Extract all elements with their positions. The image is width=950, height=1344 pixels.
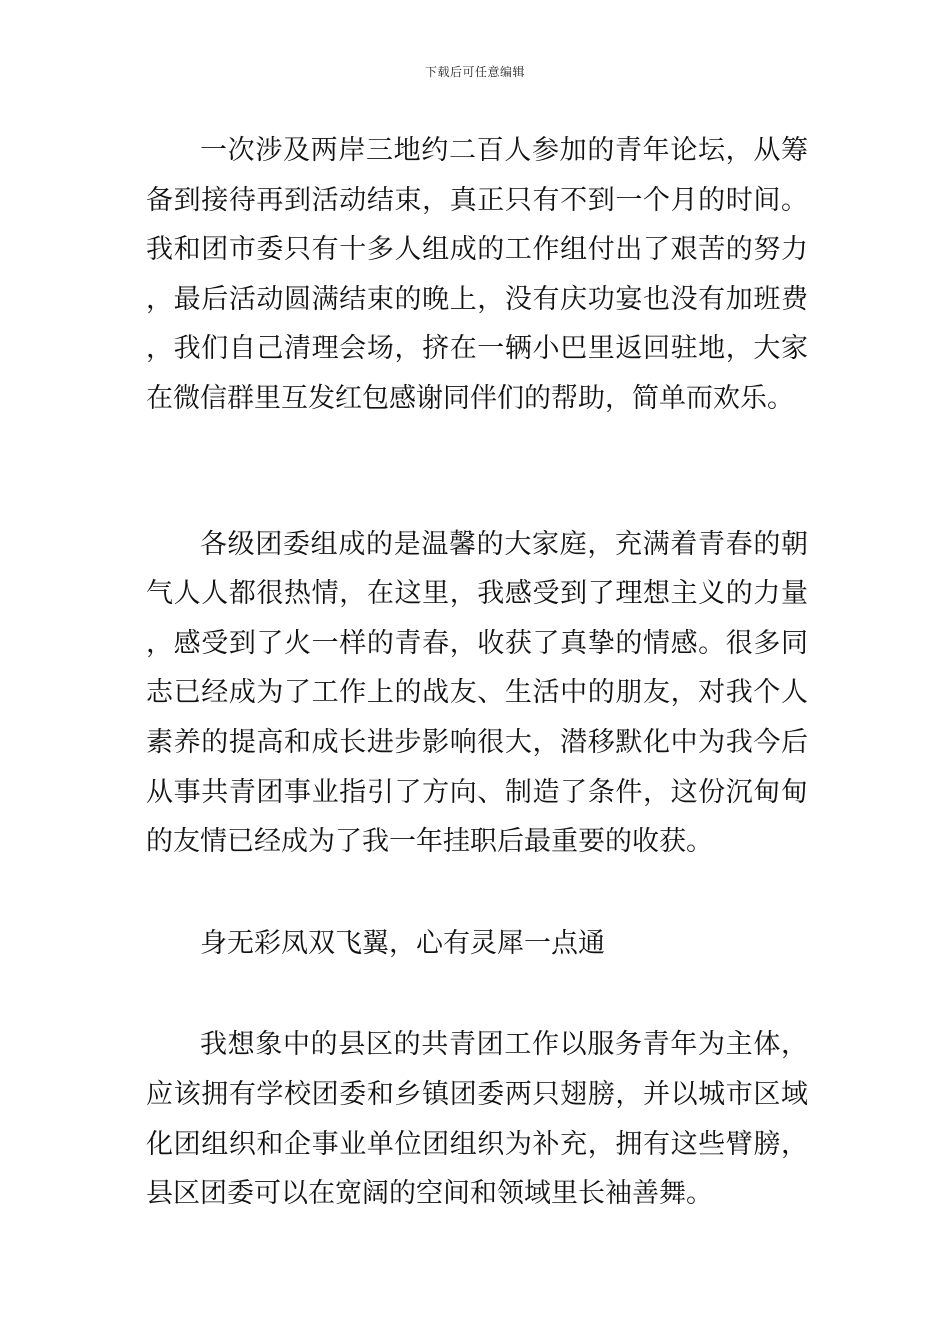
paragraph-county-work: 我想象中的县区的共青团工作以服务青年为主体，应该拥有学校团委和乡镇团委两只翅膀，并以城市区域化团组织和企事业单位团组织为补充，拥有这些臂膀，县区团委可以在宽阔的空间和领域里长袖善舞。 [146,1029,808,1210]
section-heading: 身无彩凤双飞翼，心有灵犀一点通 [200,927,605,959]
paragraph-family: 各级团委组成的是温馨的大家庭，充满着青春的朝气人人都很热情，在这里，我感受到了理想主义的力量，感受到了火一样的青春，收获了真挚的情感。很多同志已经成为了工作上的战友、生活中的朋友，对我个人素养的提高和成长进步影响很大，潜移默化中为我今后从事共青团事业指引了方向、制造了条件，这份沉甸甸的友情已经成为了我一年挂职后最重要的收获。 [146,528,808,858]
page-header-note: 下载后可任意编辑 [424,65,525,79]
document-body [146,126,808,1219]
paragraph-forum: 一次涉及两岸三地约二百人参加的青年论坛，从筹备到接待再到活动结束，真正只有不到一个月的时间。我和团市委只有十多人组成的工作组付出了艰苦的努力，最后活动圆满结束的晚上，没有庆功宴也没有加班费，我们自己清理会场，挤在一辆小巴里返回驻地，大家在微信群里互发红包感谢同伴们的帮助，简单而欢乐。 [146,135,808,414]
